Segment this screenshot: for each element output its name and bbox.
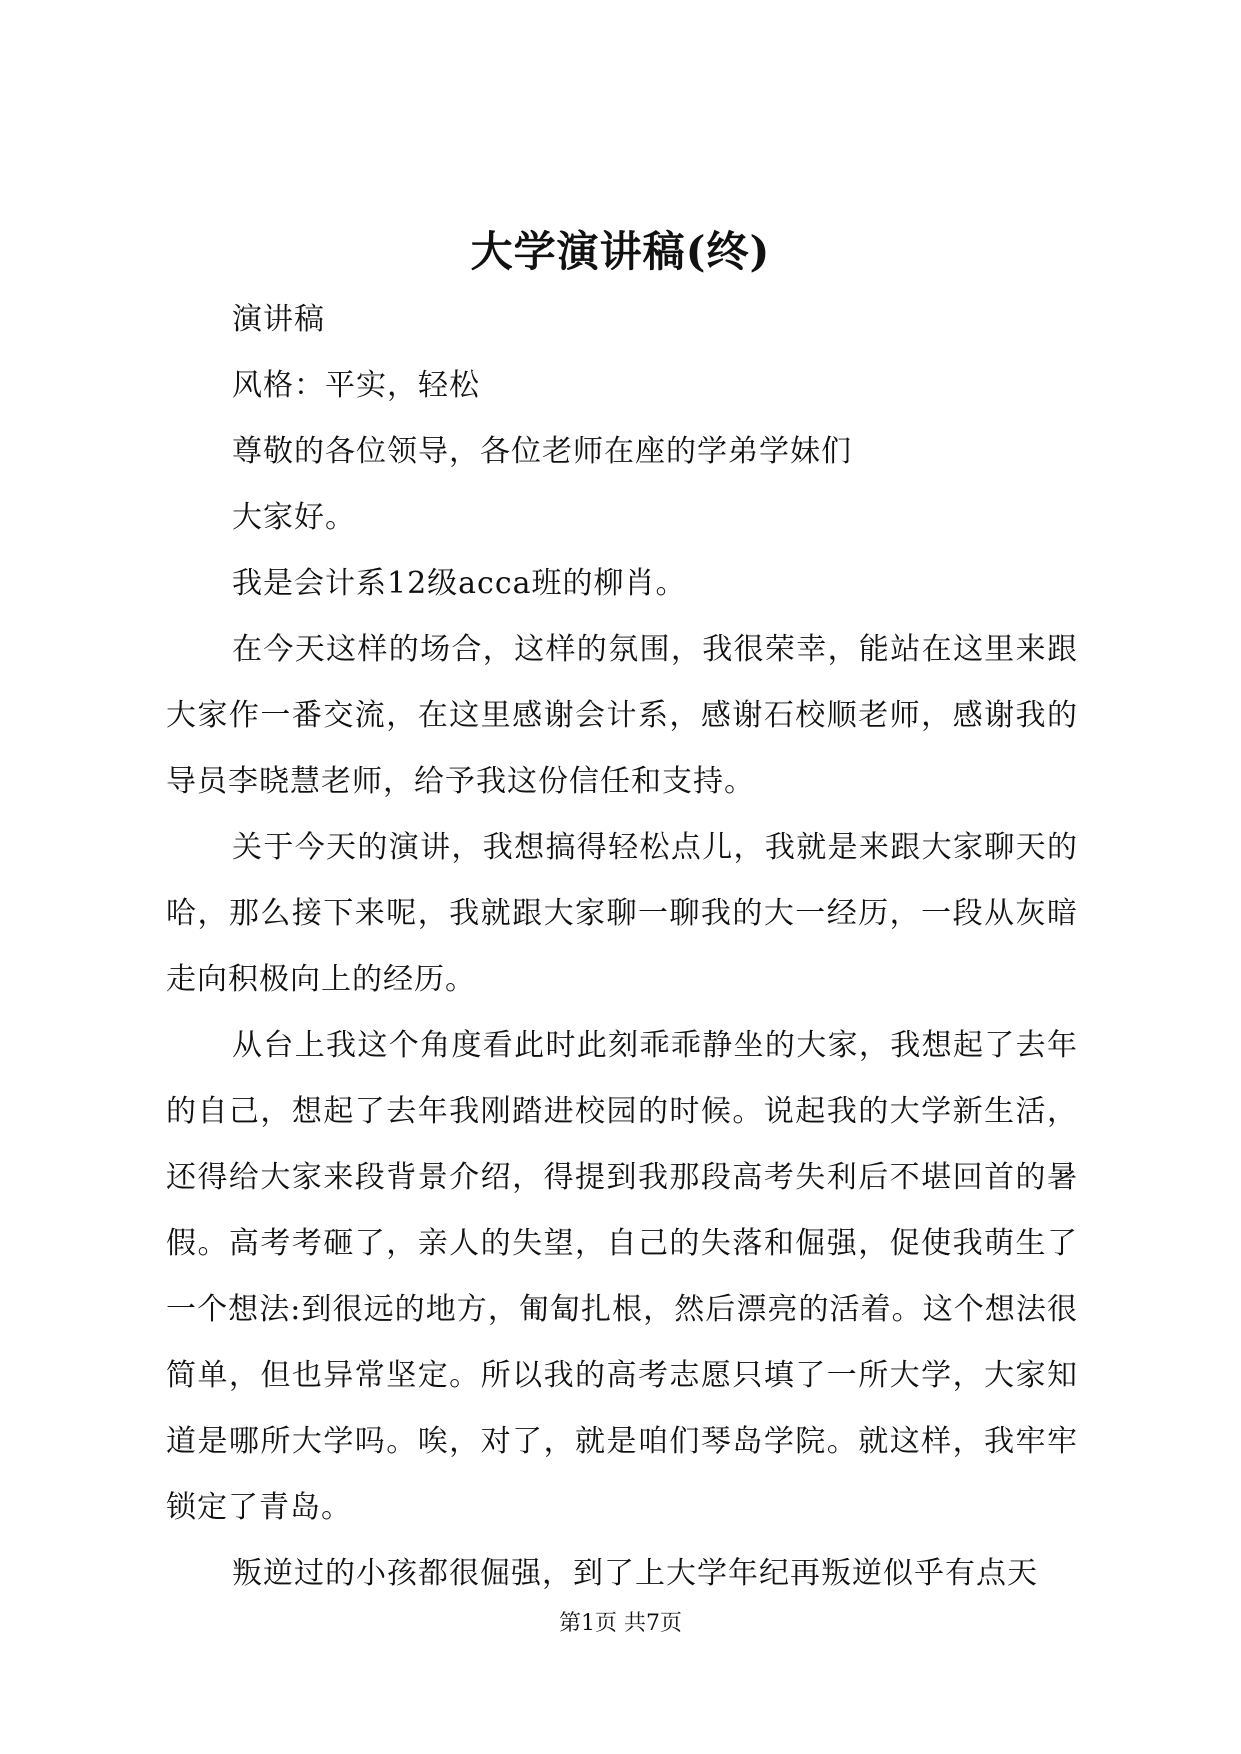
document-title: 大学演讲稿(终)	[470, 227, 771, 276]
page-number-footer: 第1页 共7页	[559, 1611, 682, 1636]
paragraph: 演讲稿	[232, 302, 325, 337]
paragraph: 叛逆过的小孩都很倔强，到了上大学年纪再叛逆似乎有点天	[232, 1556, 1038, 1591]
paragraph: 关于今天的演讲，我想搞得轻松点儿，我就是来跟大家聊天的哈，那么接下来呢，我就跟大家聊一聊我的大一经历，一段从灰暗走向积极向上的经历。	[166, 830, 1078, 997]
paragraph: 从台上我这个角度看此时此刻乖乖静坐的大家，我想起了去年的自己，想起了去年我刚踏进校园的时候。说起我的大学新生活，还得给大家来段背景介绍，得提到我那段高考失利后不堪回首的暑假。高考考砸了，亲人的失望，自己的失落和倔强，促使我萌生了一个想法:到很远的地方，匍匐扎根，然后漂亮的活着。这个想法很简单，但也异常坚定。所以我的高考志愿只填了一所大学，大家知道是哪所大学吗。唉，对了，就是咱们琴岛学院。就这样，我牢牢锁定了青岛。	[166, 1028, 1078, 1525]
paragraph: 风格：平实，轻松	[232, 368, 480, 403]
paragraph: 大家好。	[232, 500, 356, 535]
paragraph: 尊敬的各位领导，各位老师在座的学弟学妹们	[232, 434, 852, 469]
document-body	[166, 287, 1078, 1607]
paragraph: 在今天这样的场合，这样的氛围，我很荣幸，能站在这里来跟大家作一番交流，在这里感谢会计系，感谢石校顺老师，感谢我的导员李晓慧老师，给予我这份信任和支持。	[166, 632, 1078, 799]
paragraph: 我是会计系12级acca班的柳肖。	[232, 566, 687, 601]
